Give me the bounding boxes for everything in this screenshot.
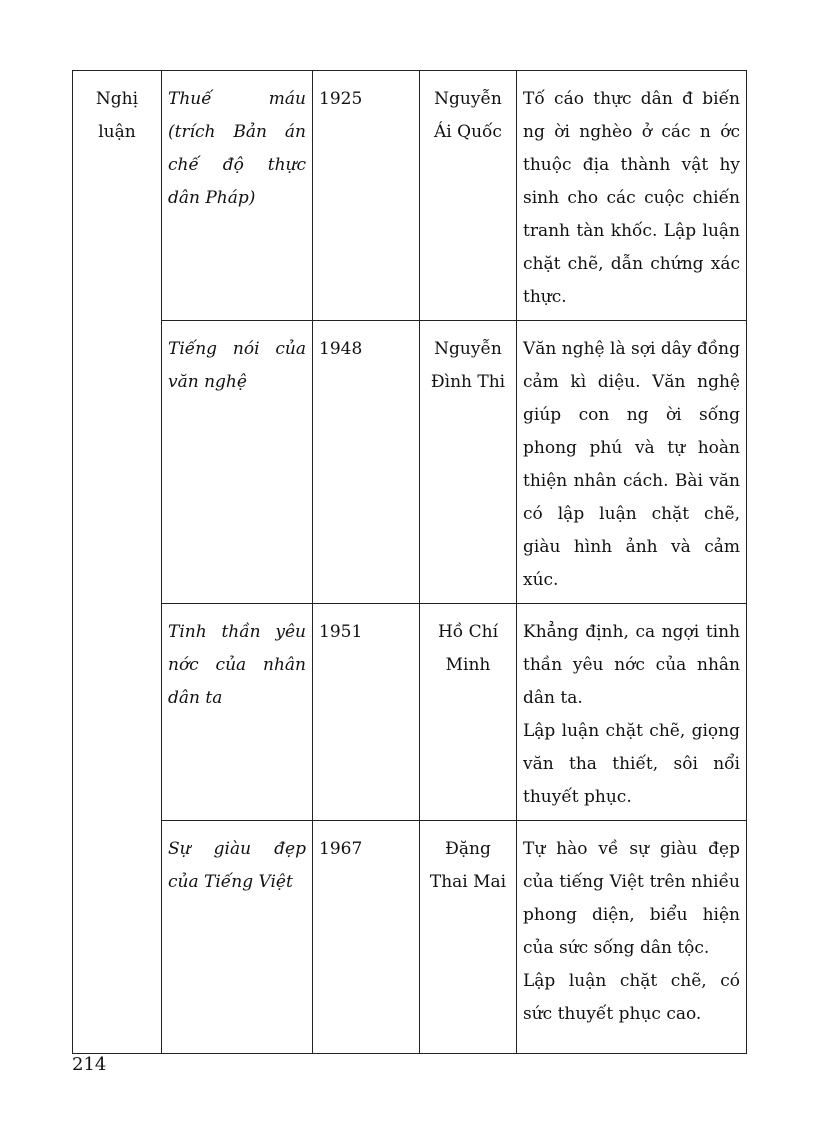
work-description-cell [517,604,747,821]
work-author: Hồ Chí Minh [420,604,517,821]
work-description-2: Lập luận chặt chẽ, giọng văn tha thiết, sôi nổi thuyết phục. [523,721,740,807]
work-description: Văn nghệ là sợi dây đồng cảm kì diệu. Văn nghệ giúp con ng ời sống phong phú và tự hoàn thiện nhân cách. Bài văn có lập luận chặt chẽ, giàu hình ảnh và cảm xúc. [517,321,747,604]
genre-cell: Nghị luận [73,71,162,1054]
literature-table [72,70,747,1054]
work-year: 1948 [313,321,420,604]
work-description: Khẳng định, ca ngợi tinh thần yêu nớc của nhân dân ta. [523,622,740,708]
work-description: Tự hào về sự giàu đẹp của tiếng Việt trên nhiều phong diện, biểu hiện của sức sống dân tộc. [523,839,740,958]
work-year: 1925 [313,71,420,321]
work-title: Tiếng nói của văn nghệ [162,321,313,604]
table-row [73,71,747,321]
work-year: 1951 [313,604,420,821]
work-description: Tố cáo thực dân đ biến ng ời nghèo ở các n ớc thuộc địa thành vật hy sinh cho các cuộc chiến tranh tàn khốc. Lập luận chặt chẽ, dẫn chứng xác thực. [517,71,747,321]
work-author: Nguyễn Ái Quốc [420,71,517,321]
table-row [73,821,747,1054]
work-description-2: Lập luận chặt chẽ, có sức thuyết phục cao. [523,971,740,1024]
work-title: Tinh thần yêu nớc của nhân dân ta [162,604,313,821]
page-number: 214 [72,1054,107,1075]
work-author: Đặng Thai Mai [420,821,517,1054]
work-title: Thuế máu (trích Bản án chế độ thực dân Pháp) [162,71,313,321]
work-year: 1967 [313,821,420,1054]
table-row [73,321,747,604]
work-description-cell [517,821,747,1054]
work-author: Nguyễn Đình Thi [420,321,517,604]
table-row [73,604,747,821]
work-title: Sự giàu đẹp của Tiếng Việt [162,821,313,1054]
